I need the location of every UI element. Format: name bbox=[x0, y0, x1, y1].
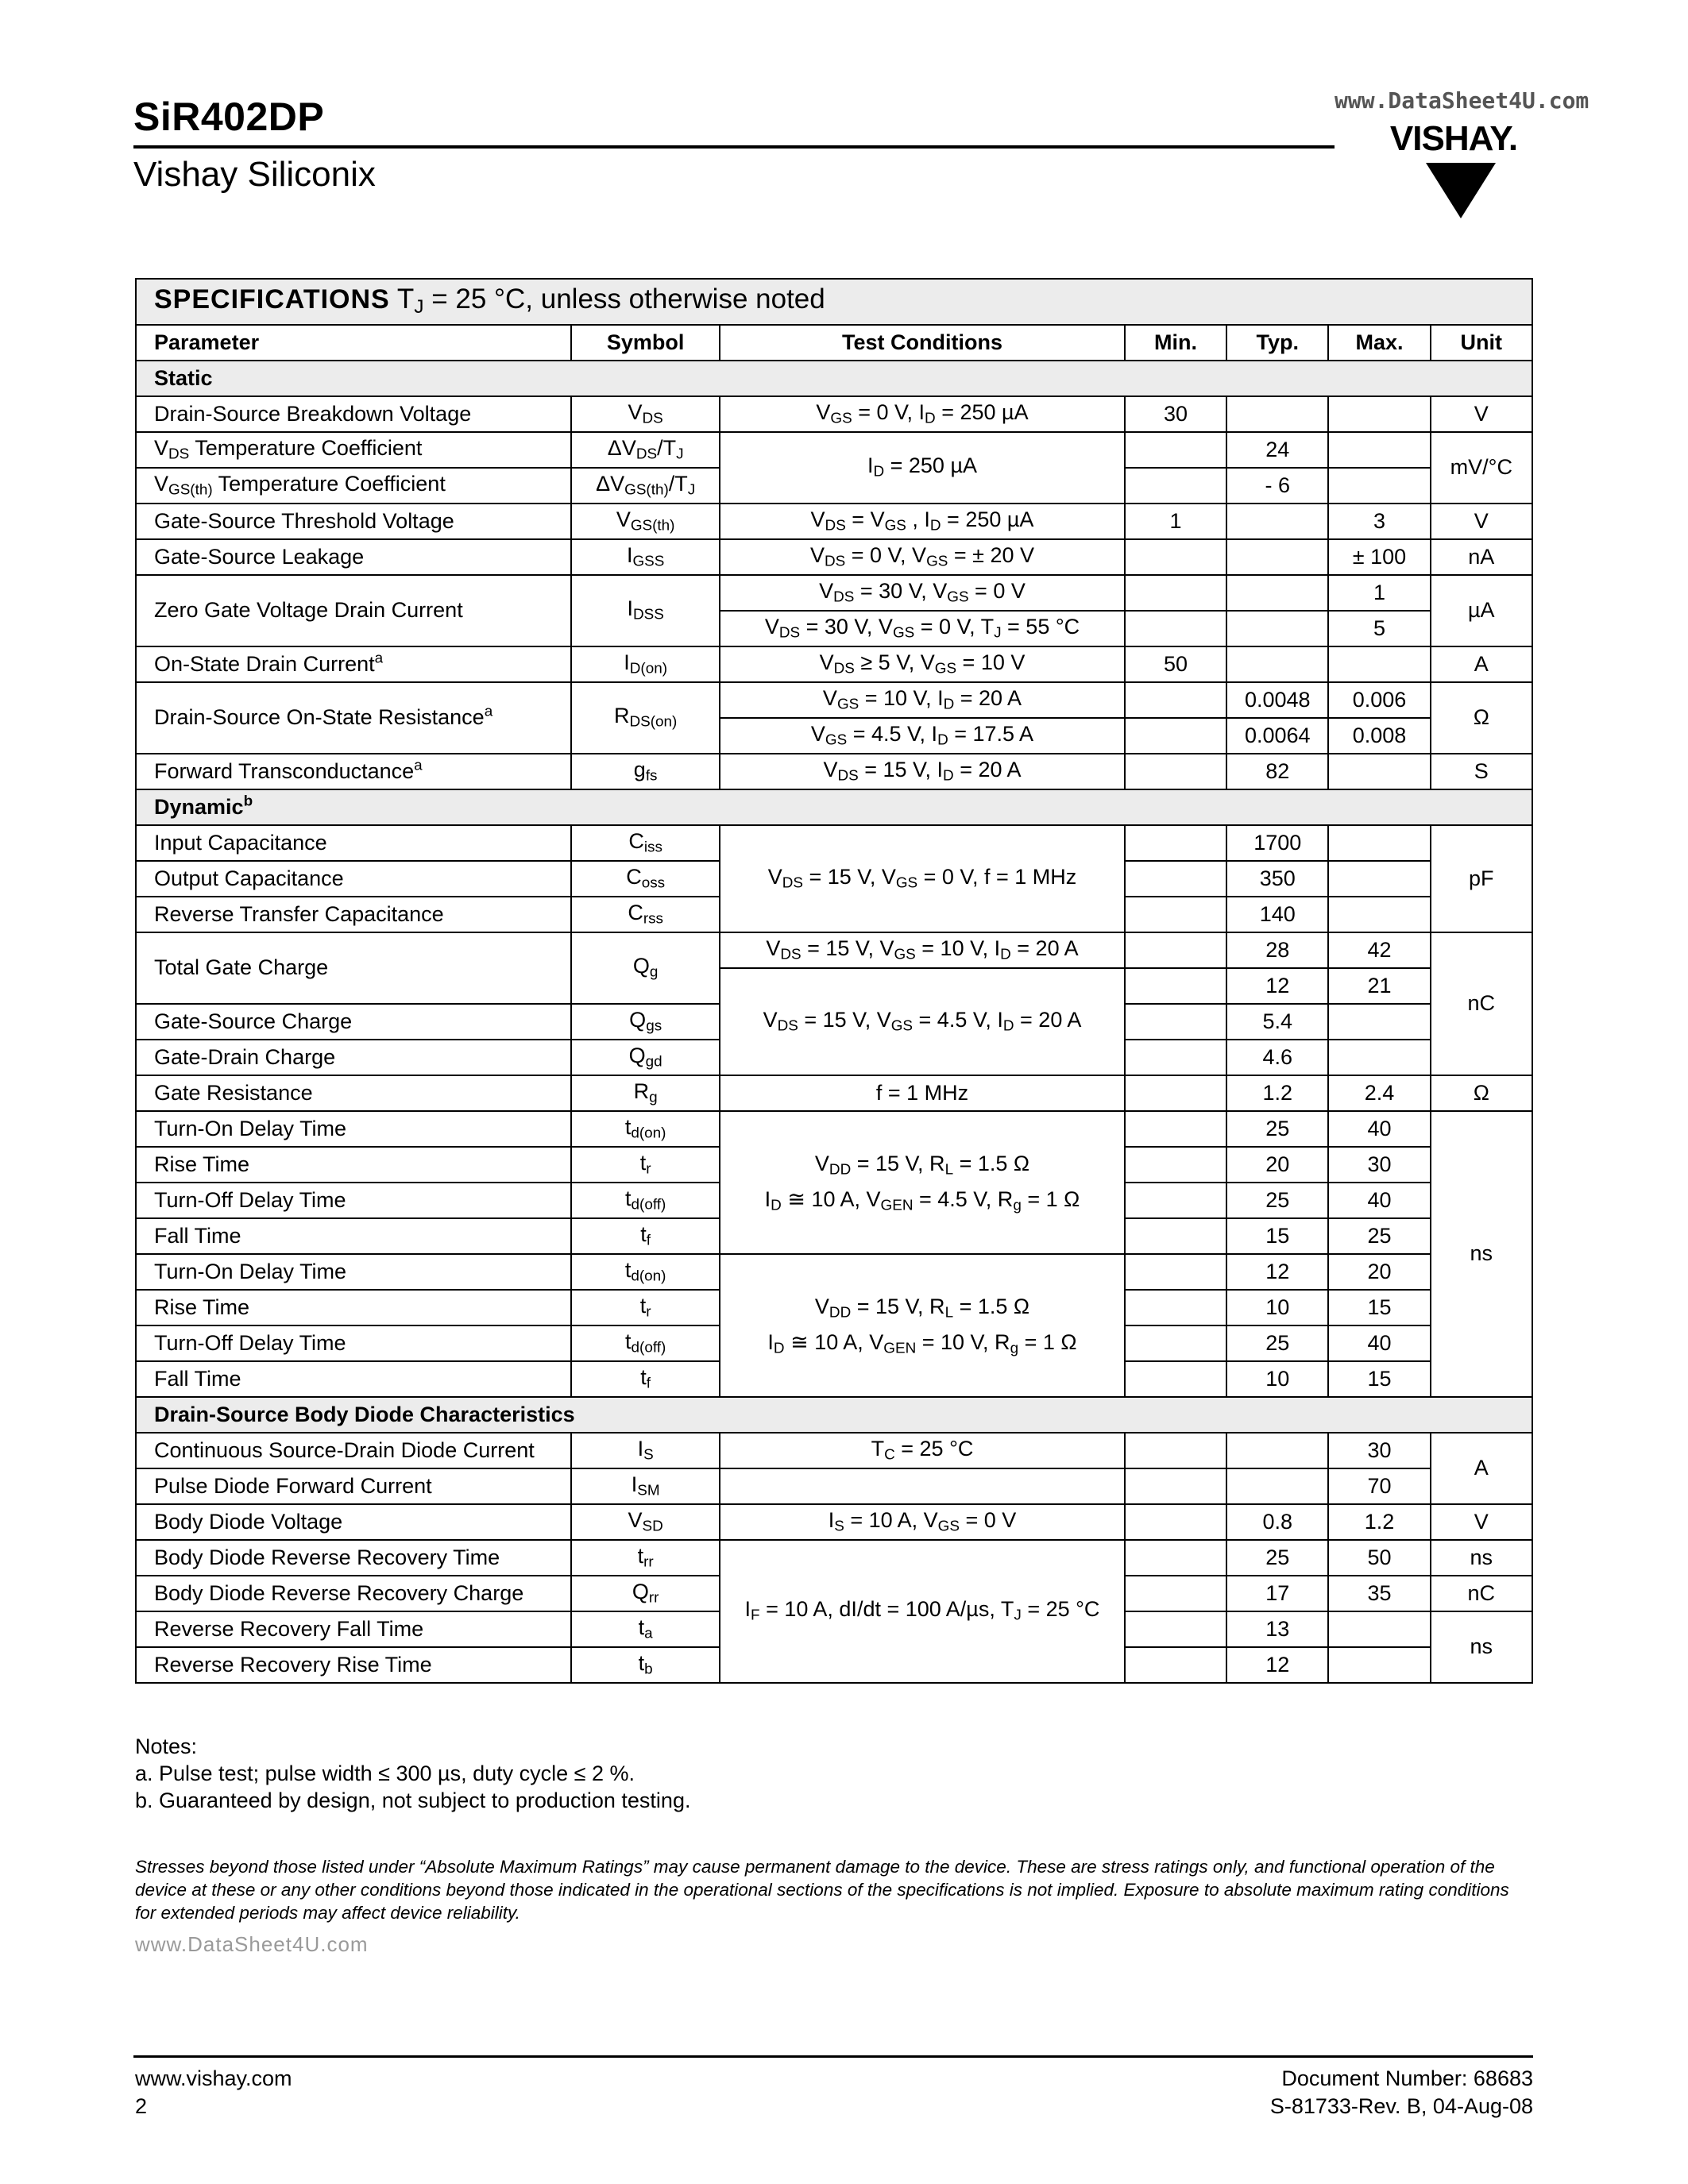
table-row: Body Diode Reverse Recovery Charge $Q_{rr}$ 17 35 nC bbox=[136, 1576, 1532, 1611]
document-number: Document Number: 68683 bbox=[1281, 2066, 1533, 2090]
page-number: 2 bbox=[135, 2094, 148, 2118]
table-row: Turn-On Delay Time $t_{d(on)}$ $V_{DD} = 15$ V, $R_L = 1.5$ Ω $I_D$ ≅ 10 A, $V_{GEN} = 10$ V, $R_g = 1$ Ω 12 20 bbox=[136, 1254, 1532, 1290]
table-row: Body Diode Voltage $V_{SD}$ $I_S = 10$ A, $V_{GS} = 0$ V 0.8 1.2 V bbox=[136, 1504, 1532, 1540]
table-row: $V_{DS} = 15$ V, $V_{GS} = 4.5$ V, $I_D = 20$ A 12 21 bbox=[136, 968, 1532, 1004]
col-header-test-conditions: Test Conditions bbox=[720, 325, 1125, 361]
table-title: SPECIFICATIONS $T_J = 25$ °C, unless otherwise noted bbox=[136, 279, 1532, 325]
table-row: Input Capacitance $C_{iss}$ $V_{DS} = 15$ V, $V_{GS} = 0$ V, f = 1 MHz 1700 pF bbox=[136, 825, 1532, 861]
table-row: Reverse Recovery Fall Time $t_a$ 13 ns bbox=[136, 1611, 1532, 1647]
part-number: SiR402DP bbox=[133, 95, 325, 139]
table-header-row bbox=[136, 325, 1532, 361]
table-row: Fall Time $t_f$ 15 25 bbox=[136, 1218, 1532, 1254]
table-row: $V_{DS}$ Temperature Coefficient $\Delta V_{DS}/T_J$ $I_D = 250$ µA 24 mV/°C bbox=[136, 432, 1532, 468]
table-row: Zero Gate Voltage Drain Current $I_{DSS}$ $V_{DS} = 30$ V, $V_{GS} = 0$ V 1 µA bbox=[136, 575, 1532, 611]
watermark-top[interactable]: www.DataSheet4U.com bbox=[1335, 87, 1590, 114]
table-row: Drain-Source Breakdown Voltage $V_{DS}$ $V_{GS} = 0$ V, $I_D = 250$ µA 30 V bbox=[136, 396, 1532, 432]
vishay-logo bbox=[1370, 119, 1537, 214]
table-row: Turn-Off Delay Time $t_{d(off)}$ 25 40 bbox=[136, 1183, 1532, 1218]
table-row: Rise Time $t_r$ 10 15 bbox=[136, 1290, 1532, 1325]
footer-website-link[interactable]: www.vishay.com bbox=[135, 2066, 292, 2090]
table-row: On-State Drain Current$^a$ $I_{D(on)}$ $V_{DS} \ge 5$ V, $V_{GS} = 10$ V 50 A bbox=[136, 646, 1532, 682]
table-row: $V_{GS(th)}$ Temperature Coefficient $\Delta V_{GS(th)}/T_J$ - 6 bbox=[136, 468, 1532, 504]
section-title: Drain-Source Body Diode Characteristics bbox=[136, 1397, 1532, 1433]
specifications-table bbox=[135, 278, 1533, 1684]
col-header-min: Min. bbox=[1125, 325, 1226, 361]
header-rule bbox=[133, 145, 1335, 149]
table-row: Body Diode Reverse Recovery Time $t_{rr}$ $I_F = 10$ A, dI/dt = 100 A/µs, $T_J = 25$ °C 25 50 ns bbox=[136, 1540, 1532, 1576]
footer-left bbox=[135, 2065, 292, 2120]
logo-triangle-icon bbox=[1426, 163, 1496, 218]
table-row: Fall Time $t_f$ 10 15 bbox=[136, 1361, 1532, 1397]
table-row: Pulse Diode Forward Current $I_{SM}$ 70 bbox=[136, 1468, 1532, 1504]
table-row: Turn-On Delay Time $t_{d(on)}$ $V_{DD} = 15$ V, $R_L = 1.5$ Ω $I_D$ ≅ 10 A, $V_{GEN} = 4.5$ V, $R_g = 1$ Ω 25 40 ns bbox=[136, 1111, 1532, 1147]
col-header-parameter: Parameter bbox=[136, 325, 571, 361]
table-row: Forward Transconductance$^a$ $g_{fs}$ $V_{DS} = 15$ V, $I_D = 20$ A 82 S bbox=[136, 754, 1532, 789]
revision: S-81733-Rev. B, 04-Aug-08 bbox=[1269, 2094, 1533, 2118]
note-a: a. Pulse test; pulse width ≤ 300 µs, duty cycle ≤ 2 %. bbox=[135, 1761, 635, 1785]
notes bbox=[135, 1733, 690, 1814]
section-row-body-diode bbox=[136, 1397, 1532, 1433]
company-name: Vishay Siliconix bbox=[133, 155, 376, 194]
col-header-unit: Unit bbox=[1431, 325, 1532, 361]
table-row: Gate-Drain Charge $Q_{gd}$ 4.6 bbox=[136, 1040, 1532, 1075]
col-header-max: Max. bbox=[1328, 325, 1430, 361]
logo-text: VISHAY. bbox=[1389, 119, 1518, 158]
table-row: Continuous Source-Drain Diode Current $I_S$ $T_C = 25$ °C 30 A bbox=[136, 1433, 1532, 1468]
table-row: $V_{DS} = 30$ V, $V_{GS} = 0$ V, $T_J = 55$ °C 5 bbox=[136, 611, 1532, 646]
table-title-caps: SPECIFICATIONS bbox=[154, 284, 390, 315]
section-row-dynamic bbox=[136, 789, 1532, 825]
table-row: Output Capacitance $C_{oss}$ 350 bbox=[136, 861, 1532, 897]
table-row: Total Gate Charge $Q_g$ $V_{DS} = 15$ V, $V_{GS} = 10$ V, $I_D = 20$ A 28 42 nC bbox=[136, 932, 1532, 968]
col-header-symbol: Symbol bbox=[571, 325, 720, 361]
table-row: Drain-Source On-State Resistance$^a$ $R_{DS(on)}$ $V_{GS} = 10$ V, $I_D = 20$ A 0.0048 0.006 Ω bbox=[136, 682, 1532, 718]
note-b: b. Guaranteed by design, not subject to production testing. bbox=[135, 1788, 691, 1812]
table-row: Gate-Source Leakage $I_{GSS}$ $V_{DS} = 0$ V, $V_{GS}$ = ± 20 V ± 100 nA bbox=[136, 539, 1532, 575]
footer-right bbox=[1215, 2065, 1533, 2120]
table-row: Gate-Source Charge $Q_{gs}$ 5.4 bbox=[136, 1004, 1532, 1040]
watermark-bottom[interactable]: www.DataSheet4U.com bbox=[135, 1932, 369, 1956]
table-row: $V_{GS} = 4.5$ V, $I_D = 17.5$ A 0.0064 0.008 bbox=[136, 718, 1532, 754]
footer-rule bbox=[133, 2055, 1533, 2058]
table-row: Reverse Recovery Rise Time $t_b$ 12 bbox=[136, 1647, 1532, 1683]
table-row: Rise Time $t_r$ 20 30 bbox=[136, 1147, 1532, 1183]
table-row: Gate-Source Threshold Voltage $V_{GS(th)}$ $V_{DS} = V_{GS}$ , $I_D = 250$ µA 1 3 V bbox=[136, 504, 1532, 539]
table-row: Reverse Transfer Capacitance $C_{rss}$ 140 bbox=[136, 897, 1532, 932]
notes-heading: Notes: bbox=[135, 1734, 198, 1758]
disclaimer: Stresses beyond those listed under “Absolute Maximum Ratings” may cause permanent damage to the device. These are stress ratings only, and functional operation of the device at these or any other conditions beyond those indicated in the operational sections of the specifications is not implied. Exposure to absolute maximum rating conditions for extended periods may affect device reliability. bbox=[135, 1857, 1509, 1923]
table-row: Turn-Off Delay Time $t_{d(off)}$ 25 40 bbox=[136, 1325, 1532, 1361]
section-title: Dynamic$^b$ bbox=[136, 789, 1532, 825]
section-row-static bbox=[136, 361, 1532, 396]
col-header-typ: Typ. bbox=[1226, 325, 1328, 361]
table-row: Gate Resistance $R_g$ f = 1 MHz 1.2 2.4 Ω bbox=[136, 1075, 1532, 1111]
table-title-row bbox=[136, 279, 1532, 325]
section-title: Static bbox=[136, 361, 1532, 396]
